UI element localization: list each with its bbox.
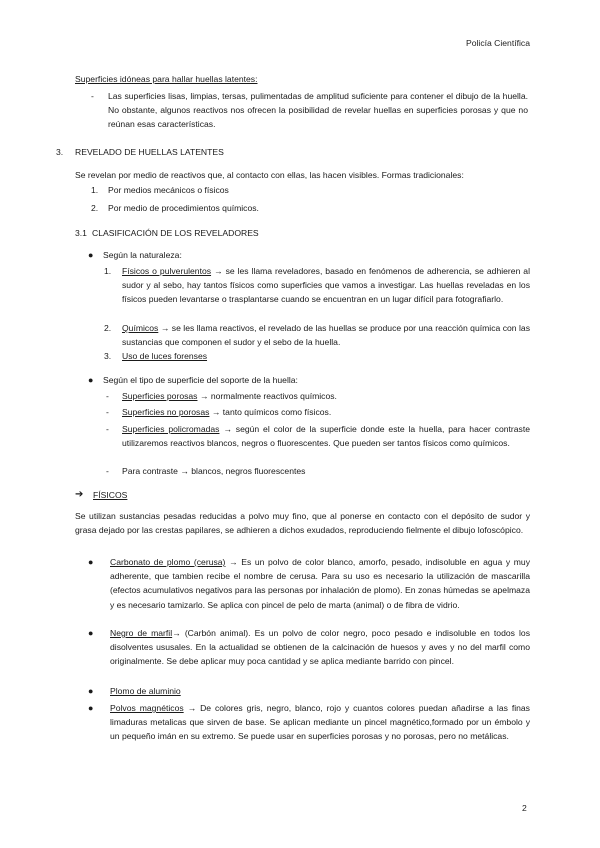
by-nature-label: Según la naturaleza:	[103, 250, 182, 260]
term-description: → tanto químicos como físicos.	[209, 407, 332, 417]
fisicos-title: FÍSICOS	[93, 490, 128, 500]
surface-item-polychrome	[122, 422, 530, 450]
term: Carbonato de plomo (cerusa)	[110, 557, 226, 567]
term-description: → De colores gris, negro, blanco, rojo y cuantos colores puedan añadirse a las finas limaduras metalicas que sirven de base. Se aplican mediante un pincel magnético,formado por un émbolo y un pequeño imán en su extremo. Se puede usar en superficies porosas y no porosas, pero no metálicas.	[110, 703, 530, 742]
fisicos-item-polvos-magneticos	[110, 701, 530, 744]
bullet-marker: ●	[88, 250, 94, 260]
fisicos-intro: Se utilizan sustancias pesadas reducidas a polvo muy fino, que al ponerse en contacto con el depósito de sudor y grasa dejado por las crestas papilares, se adhieren a dichos exudados, reproduciendo fielmente el dibujo lofoscópico.	[75, 511, 530, 536]
bullet-marker: ●	[88, 628, 94, 638]
section3-title: REVELADO DE HUELLAS LATENTES	[75, 147, 224, 157]
dash-marker: -	[106, 424, 109, 434]
term: Superficies no porosas	[122, 407, 210, 417]
term-description: → según el color de la superficie donde este la huella, para hacer contraste utilizaremos reactivos blancos, negros o fluorescentes. Que pueden ser tantos físicos como químicos.	[122, 424, 530, 449]
surfaces-heading: Superficies idóneas para hallar huellas latentes:	[75, 74, 258, 84]
fisicos-item-negro-marfil	[110, 626, 530, 669]
dash-marker: -	[106, 466, 109, 476]
fisicos-item-plomo-aluminio: Plomo de aluminio	[110, 686, 181, 696]
by-surface-label: Según el tipo de superficie del soporte de la huella:	[103, 375, 298, 385]
section31-number: 3.1	[75, 228, 87, 238]
term-description: → (Carbón animal). Es un polvo de color negro, poco pesado e indisoluble en todos los disolventes ususales. En la actualidad se obtienen de la calcinación de huesos y aves y no del marfil como originalmente. Se debe aplicar muy poca cantidad y se aplica mediante barrido con pincel.	[110, 628, 530, 667]
dash-marker: -	[106, 407, 109, 417]
list-number: 1.	[91, 185, 99, 195]
dash-marker: -	[106, 391, 109, 401]
right-arrow-icon: ➔	[75, 489, 84, 500]
page-header-title: Policía Científica	[465, 38, 530, 48]
term: Químicos	[122, 323, 159, 333]
section3-number: 3.	[56, 147, 64, 157]
term-description: → se les llama reveladores, basado en fenómenos de adherencia, se adhieren al sudor y al sebo, hay tantos físicos como superficies que vamos a investigar. Las huellas reveladas en los físicos pueden levantarse o trasplantarse cuando se encuentran en un lugar difícil para fotografiarlo.	[122, 266, 530, 305]
list-number: 3.	[104, 351, 112, 361]
bullet-marker: ●	[88, 557, 94, 567]
dash-marker: -	[91, 91, 94, 101]
section3-intro: Se revelan por medio de reactivos que, al contacto con ellas, las hacen visibles. Formas tradicionales:	[75, 170, 464, 180]
list-number: 2.	[104, 323, 112, 333]
bullet-marker: ●	[88, 686, 94, 696]
nature-item-chemical	[122, 321, 530, 349]
term-description: → Es un polvo de color blanco, amorfo, pesado, indisoluble en agua y muy adherente, que tambien recibe el nombre de cerusa. Para su uso es necesario la utilización de mascarilla (efectos acumulativos negativos para las personas por inhalación de plomo). En zonas húmedas se apelmaza y es necesario tamizarlo. Se aplica con pincel de pelo de marta (animal) o de fibra de vidrio.	[110, 557, 530, 610]
surface-item-porous	[122, 389, 530, 403]
section31-title: CLASIFICACIÓN DE LOS REVELADORES	[92, 228, 259, 238]
nature-item-forensic-lights: Uso de luces forenses	[122, 351, 208, 361]
nature-item-physical	[122, 264, 530, 307]
surface-item-nonporous	[122, 405, 530, 419]
page-number: 2	[522, 803, 527, 813]
surfaces-item: Las superficies lisas, limpias, tersas, pulimentadas de amplitud suficiente para contener el dibujo de la huella. No obstante, algunos reactivos nos ofrecen la posibilidad de revelar huellas en superficies porosas y que no reúnan esas características.	[108, 91, 528, 130]
term: Físicos o pulverulentos	[122, 266, 212, 276]
term: Superficies porosas	[122, 391, 198, 401]
surface-item-contrast: Para contraste → blancos, negros fluorescentes	[122, 466, 306, 476]
bullet-marker: ●	[88, 375, 94, 385]
term-description: → se les llama reactivos, el revelado de las huellas se produce por una reacción química con las sustancias que componen el sudor y el sebo de la huella.	[122, 323, 530, 348]
list-number: 2.	[91, 203, 99, 213]
term: Superficies policromadas	[122, 424, 220, 434]
term-description: → normalmente reactivos químicos.	[197, 391, 337, 401]
list-number: 1.	[104, 266, 112, 276]
bullet-marker: ●	[88, 703, 94, 713]
list-item-chemical: Por medio de procedimientos químicos.	[108, 203, 259, 213]
term: Polvos magnéticos	[110, 703, 184, 713]
list-item-mechanical: Por medios mecánicos o físicos	[108, 185, 229, 195]
term: Negro de marfil	[110, 628, 173, 638]
fisicos-item-carbonato	[110, 555, 530, 612]
